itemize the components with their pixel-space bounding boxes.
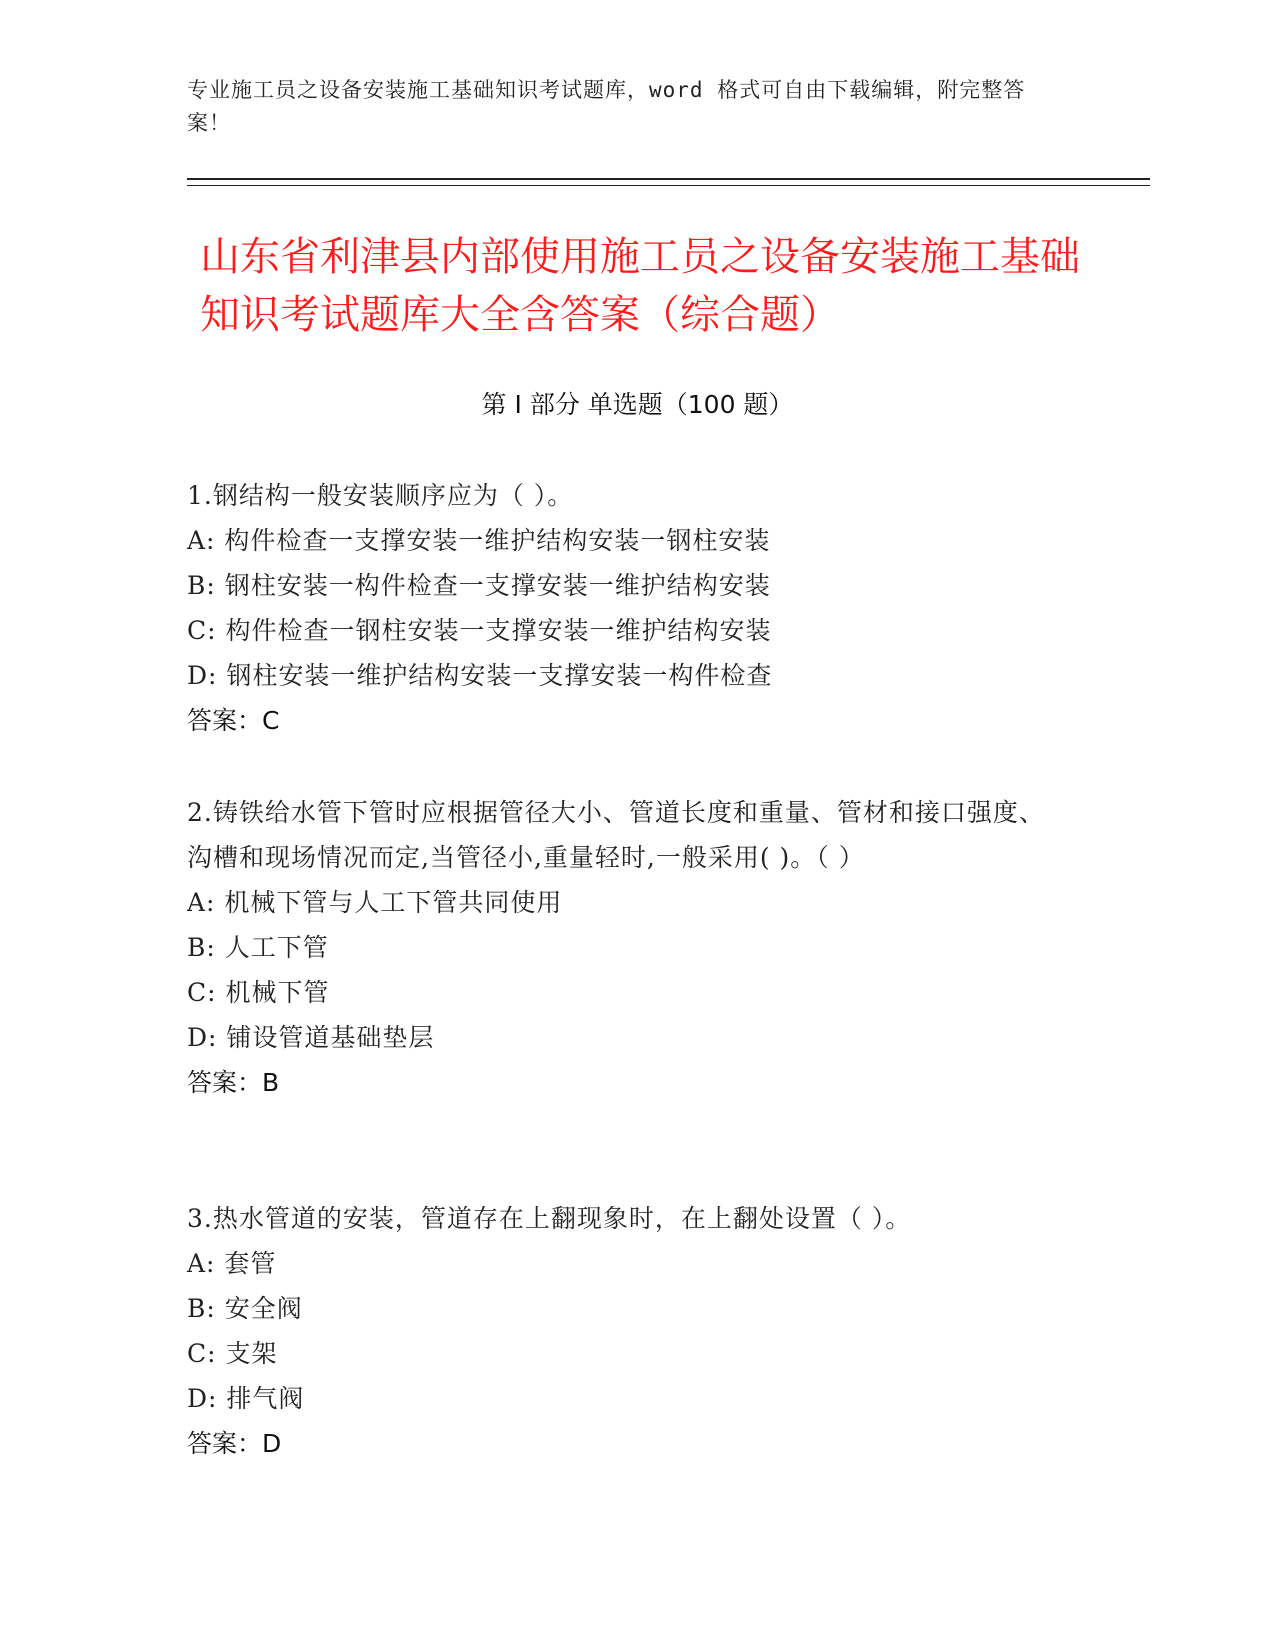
option-a: A: 构件检查一支撑安装一维护结构安装一钢柱安装	[187, 526, 771, 555]
document-title: 山东省利津县内部使用施工员之设备安装施工基础知识考试题库大全含答案（综合题）	[200, 234, 1080, 338]
answer-line: 答案：D	[187, 1429, 282, 1458]
question-3	[187, 1196, 1067, 1466]
option-d: D: 排气阀	[187, 1384, 305, 1413]
section-heading: 第 I 部分 单选题（100 题）	[481, 390, 794, 419]
option-b: B: 钢柱安装一构件检查一支撑安装一维护结构安装	[187, 571, 771, 600]
option-a: A: 机械下管与人工下管共同使用	[187, 888, 563, 917]
option-b: B: 安全阀	[187, 1294, 303, 1323]
option-b: B: 人工下管	[187, 933, 329, 962]
option-c: C: 构件检查一钢柱安装一支撑安装一维护结构安装	[187, 616, 772, 645]
question-stem: 1.钢结构一般安装顺序应为（ ）。	[187, 481, 574, 510]
header-divider-thick	[187, 178, 1150, 180]
answer-line: 答案：C	[187, 706, 280, 735]
question-2	[187, 790, 1067, 1105]
option-c: C: 机械下管	[187, 978, 330, 1007]
header-divider-thin	[187, 185, 1150, 186]
option-d: D: 钢柱安装一维护结构安装一支撑安装一构件检查	[187, 661, 773, 690]
option-c: C: 支架	[187, 1339, 278, 1368]
question-stem: 2.铸铁给水管下管时应根据管径大小、管道长度和重量、管材和接口强度、沟槽和现场情况而定,当管径小,重量轻时,一般采用( )。（ ）	[187, 798, 1045, 872]
option-a: A: 套管	[187, 1249, 277, 1278]
question-1	[187, 473, 1067, 743]
question-stem: 3.热水管道的安装，管道存在上翻现象时，在上翻处设置（ ）。	[187, 1204, 912, 1233]
answer-line: 答案：B	[187, 1068, 280, 1097]
header-note: 专业施工员之设备安装施工基础知识考试题库，word 格式可自由下载编辑，附完整答案！	[187, 78, 1026, 135]
option-d: D: 铺设管道基础垫层	[187, 1023, 435, 1052]
